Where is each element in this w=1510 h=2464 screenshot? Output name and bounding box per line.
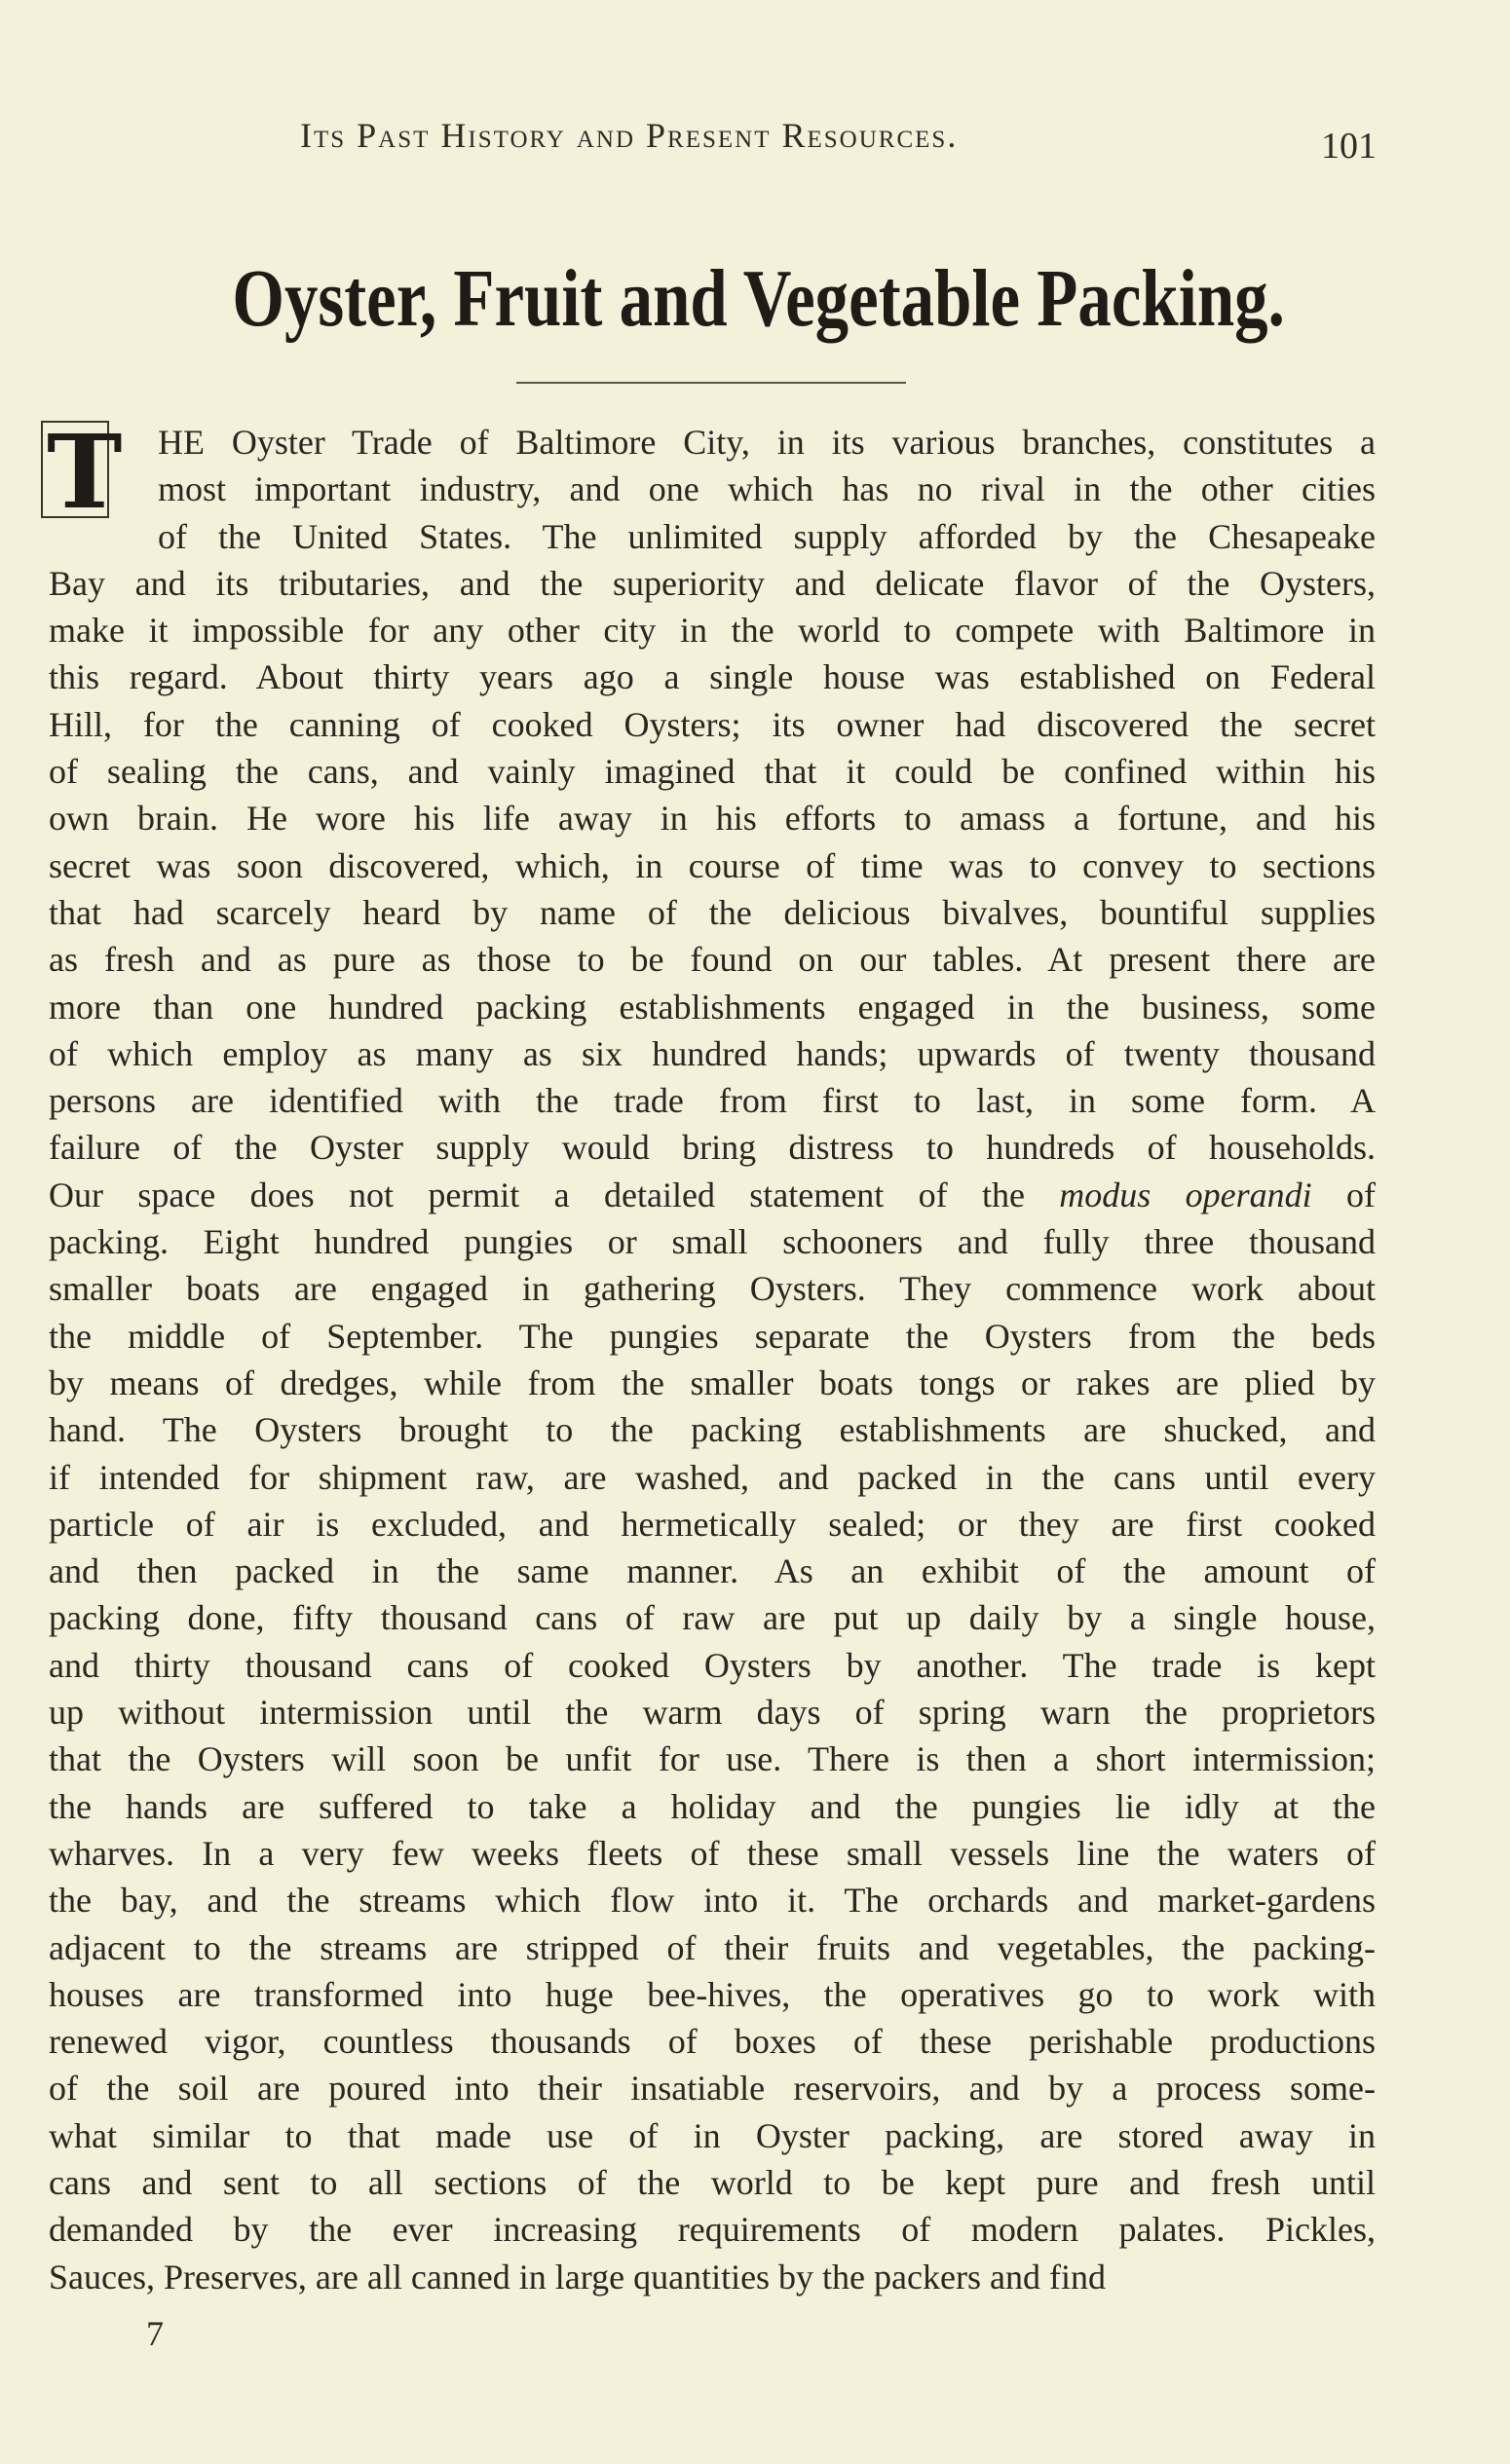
text-line: as fresh and as pure as those to be found on our tables. At present there are [49, 940, 1376, 980]
text-line: by means of dredges, while from the smaller boats tongs or rakes are plied by [49, 1363, 1376, 1402]
text-line: failure of the Oyster supply would bring distress to hundreds of households. [49, 1128, 1376, 1168]
text-line: smaller boats are engaged in gathering Oysters. They commence work about [49, 1269, 1376, 1309]
text-line: demanded by the ever increasing requirements of modern palates. Pickles, [49, 2210, 1376, 2250]
text-line: the hands are suffered to take a holiday and the pungies lie idly at the [49, 1786, 1376, 1826]
text-line: Bay and its tributaries, and the superiority and delicate flavor of the Oysters, [49, 563, 1376, 603]
text-line: persons are identified with the trade from first to last, in some form. A [49, 1081, 1376, 1121]
text-line: more than one hundred packing establishments engaged in the business, some [49, 987, 1376, 1027]
text-line: that the Oysters will soon be unfit for use. There is then a short intermission; [49, 1739, 1376, 1779]
text-line: if intended for shipment raw, are washed, and packed in the cans until every [49, 1457, 1376, 1497]
text-line: particle of air is excluded, and hermetically sealed; or they are first cooked [49, 1504, 1376, 1544]
text-line: hand. The Oysters brought to the packing establishments are shucked, and [49, 1410, 1376, 1450]
chapter-title: Oyster, Fruit and Vegetable Packing. [232, 253, 1285, 344]
text-line: the middle of September. The pungies separate the Oysters from the beds [49, 1316, 1376, 1356]
text-line: wharves. In a very few weeks fleets of these small vessels line the waters of [49, 1833, 1376, 1873]
text-line: cans and sent to all sections of the world to be kept pure and fresh until [49, 2162, 1376, 2202]
text-line: what similar to that made use of in Oyster packing, are stored away in [49, 2115, 1376, 2155]
running-head: Its Past History and Present Resources. [300, 116, 959, 155]
text-line: the bay, and the streams which flow into it. The orchards and market-gardens [49, 1881, 1376, 1921]
page-number: 101 [1321, 126, 1377, 167]
title-divider [516, 382, 906, 384]
text-line: renewed vigor, countless thousands of boxes of these perishable productions [49, 2022, 1376, 2062]
text-line: houses are transformed into huge bee-hives, the operatives go to work with [49, 1974, 1376, 2014]
text-line: this regard. About thirty years ago a single house was established on Federal [49, 657, 1376, 697]
signature-mark: 7 [146, 2314, 164, 2353]
text-line: Sauces, Preserves, are all canned in large quantities by the packers and find [49, 2257, 1106, 2296]
text-line: of the United States. The unlimited supply afforded by the Chesapeake [158, 516, 1376, 556]
text-line: adjacent to the streams are stripped of their fruits and vegetables, the packing- [49, 1927, 1376, 1967]
text-line: secret was soon discovered, which, in course of time was to convey to sections [49, 845, 1376, 885]
text-line: packing done, fifty thousand cans of raw are put up daily by a single house, [49, 1598, 1376, 1638]
text-line: make it impossible for any other city in the world to compete with Baltimore in [49, 611, 1376, 651]
text-line: Hill, for the canning of cooked Oysters; its owner had discovered the secret [49, 704, 1376, 744]
text-line: up without intermission until the warm days of spring warn the proprietors [49, 1693, 1376, 1733]
text-line: most important industry, and one which has no rival in the other cities [158, 469, 1376, 509]
drop-cap: T [47, 412, 123, 532]
text-line: and thirty thousand cans of cooked Oysters by another. The trade is kept [49, 1645, 1376, 1685]
text-line: Our space does not permit a detailed statement of the modus operandi of [49, 1175, 1376, 1214]
text-line: of the soil are poured into their insatiable reservoirs, and by a process some- [49, 2069, 1376, 2109]
text-line: that had scarcely heard by name of the delicious bivalves, bountiful supplies [49, 892, 1376, 932]
text-line: own brain. He wore his life away in his efforts to amass a fortune, and his [49, 799, 1376, 839]
text-line: of sealing the cans, and vainly imagined that it could be confined within his [49, 752, 1376, 792]
body-text [47, 412, 1376, 2300]
text-line: HE Oyster Trade of Baltimore City, in its various branches, constitutes a [158, 423, 1376, 462]
text-line: of which employ as many as six hundred hands; upwards of twenty thousand [49, 1033, 1376, 1073]
text-line: and then packed in the same manner. As an exhibit of the amount of [49, 1551, 1376, 1591]
text-line: packing. Eight hundred pungies or small schooners and fully three thousand [49, 1222, 1376, 1262]
